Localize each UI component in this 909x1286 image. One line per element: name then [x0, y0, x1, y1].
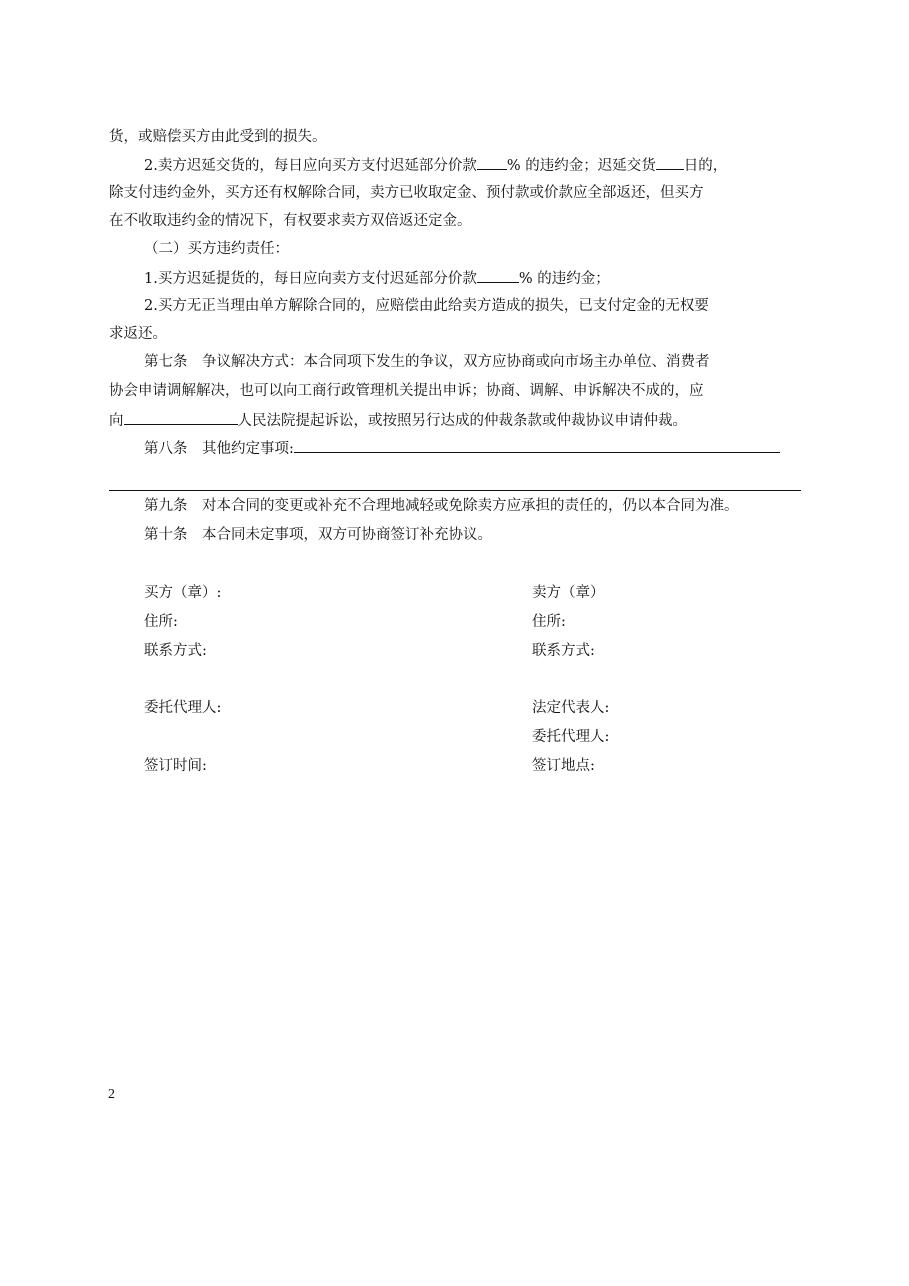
paragraph-line: [109, 127, 809, 147]
fill-blank-rate: [477, 268, 519, 283]
text: 向: [109, 413, 124, 429]
seller-contact-label: 联系方式:: [532, 643, 595, 659]
text: 2.买方无正当理由单方解除合同的，应赔偿由此给卖方造成的损失，已支付定金的无权要: [144, 298, 709, 314]
article-8: [144, 438, 809, 459]
text: 人民法院提起诉讼，或按照另行达成的仲裁条款或仲裁协议申请仲裁。: [237, 413, 687, 429]
text: 第八条 其他约定事项:: [144, 441, 294, 457]
text: 日的，: [683, 158, 728, 174]
text: 2.卖方迟延交货的，每日应向买方支付迟延部分价款: [144, 158, 477, 174]
paragraph-line: [109, 183, 809, 203]
fill-line-other-terms: [109, 490, 801, 491]
buyer-stamp-label: 买方（章）:: [144, 585, 222, 601]
fill-blank-court: [124, 410, 238, 425]
text: % 的违约金；: [518, 271, 610, 287]
paragraph-line: [109, 410, 809, 431]
article-7: [144, 352, 809, 372]
fill-blank-other-terms: [294, 438, 780, 453]
buyer-address-label: 住所:: [144, 614, 178, 630]
buyer-contact-label: 联系方式:: [144, 643, 207, 659]
seller-address-label: 住所:: [532, 614, 566, 630]
text: 在不收取违约金的情况下，有权要求卖方双倍返还定金。: [109, 213, 472, 229]
paragraph-line: [109, 381, 809, 401]
seller-legal-rep-label: 法定代表人:: [532, 700, 610, 716]
text: 除支付违约金外，买方还有权解除合同，卖方已收取定金、预付款或价款应全部返还，但买方: [109, 185, 704, 201]
seller-stamp-label: 卖方（章）: [532, 585, 605, 601]
text: 第七条 争议解决方式：本合同项下发生的争议，双方应协商或向市场主办单位、消费者: [144, 354, 710, 370]
buyer-sign-time-label: 签订时间:: [144, 758, 207, 774]
text: 1.买方迟延提货的，每日应向卖方支付迟延部分价款: [144, 271, 477, 287]
seller-sign-place-label: 签订地点:: [532, 758, 595, 774]
fill-blank-days: [656, 155, 684, 170]
text: 第十条 本合同未定事项，双方可协商签订补充协议。: [144, 527, 492, 543]
text: 协会申请调解解决，也可以向工商行政管理机关提出申诉；协商、调解、申诉解决不成的，应: [109, 383, 704, 399]
clause-buyer-delay: [144, 268, 809, 289]
clause-seller-delay: [144, 155, 809, 176]
section-heading-buyer-liability: [144, 239, 809, 259]
clause-buyer-termination: [144, 296, 809, 316]
text: （二）买方违约责任：: [144, 241, 289, 257]
text: 第九条 对本合同的变更或补充不合理地减轻或免除卖方应承担的责任的，仍以本合同为准。: [144, 498, 739, 514]
article-9: [144, 496, 809, 516]
text: 求返还。: [109, 326, 167, 342]
seller-agent-label: 委托代理人:: [532, 729, 610, 745]
paragraph-line: [109, 211, 809, 231]
page-number: 2: [108, 1087, 115, 1102]
text: 货，或赔偿买方由此受到的损失。: [109, 129, 327, 145]
paragraph-line: [109, 324, 809, 344]
buyer-agent-label: 委托代理人:: [144, 700, 222, 716]
article-10: [144, 525, 809, 545]
fill-blank-rate: [477, 155, 507, 170]
text: % 的违约金；迟延交货: [506, 158, 656, 174]
